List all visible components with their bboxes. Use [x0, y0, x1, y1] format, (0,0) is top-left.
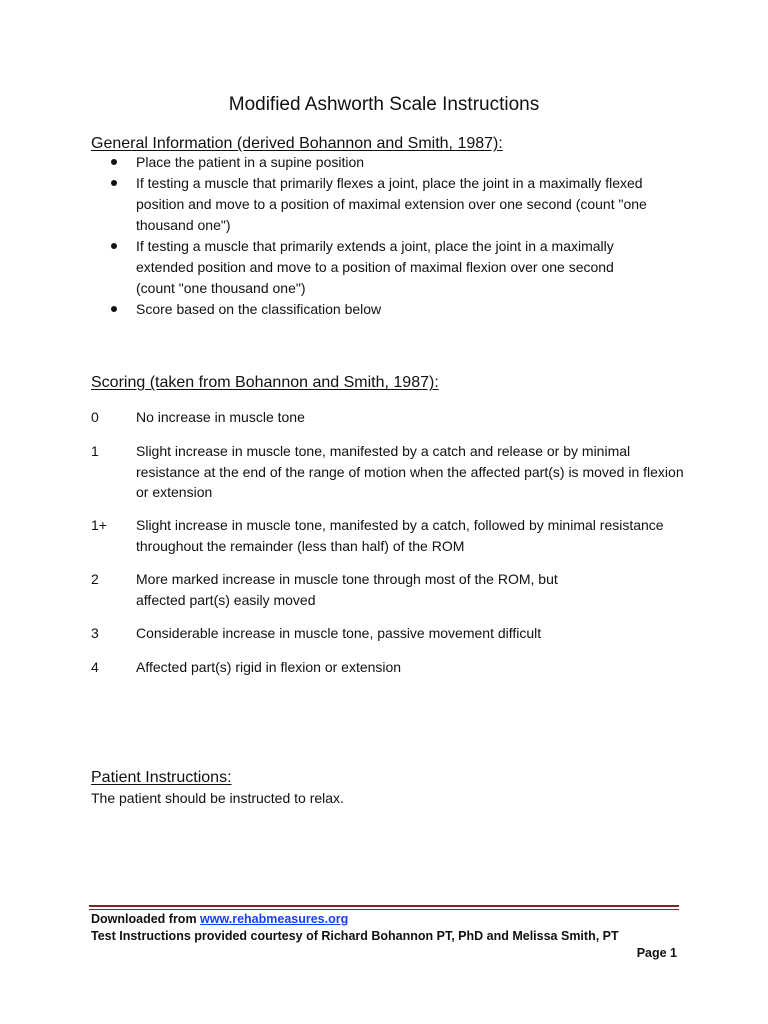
bullet-icon [111, 243, 117, 249]
bullet-icon [111, 159, 117, 165]
score-row [91, 441, 691, 503]
score-row [91, 657, 691, 678]
bullet-text: Place the patient in a supine position [136, 154, 365, 170]
score-row [91, 569, 691, 610]
list-item [91, 299, 656, 320]
patient-instructions-heading: Patient Instructions: [91, 769, 232, 786]
score-description: Slight increase in muscle tone, manifested by a catch and release or by minimal resistance at the end of the range of motion when the affected part(s) is moved in flexion or extension [136, 443, 684, 501]
score-description: More marked increase in muscle tone through most of the ROM, but affected part(s) easily moved [136, 571, 558, 608]
score-description: Affected part(s) rigid in flexion or extension [136, 659, 402, 675]
score-description: Considerable increase in muscle tone, passive movement difficult [136, 625, 542, 641]
list-item [91, 173, 656, 236]
score-value: 2 [91, 571, 99, 587]
rehabmeasures-link[interactable]: www.rehabmeasures.org [200, 912, 349, 926]
score-description: No increase in muscle tone [136, 409, 305, 425]
score-value: 3 [91, 625, 99, 641]
footer-downloaded-label: Downloaded from [91, 912, 201, 926]
general-information-heading: General Information (derived Bohannon and Smith, 1987): [91, 135, 503, 152]
page-title: Modified Ashworth Scale Instructions [228, 94, 540, 115]
footer-credit: Test Instructions provided courtesy of Richard Bohannon PT, PhD and Melissa Smith, PT [91, 929, 619, 943]
list-item [91, 152, 656, 173]
bullet-text: If testing a muscle that primarily extends a joint, place the joint in a maximally extended position and move to a position of maximal flexion over one second (count "one thousand one") [136, 238, 614, 296]
score-row [91, 407, 691, 428]
list-item [91, 236, 656, 299]
score-value: 4 [91, 659, 99, 675]
bullet-text: Score based on the classification below [136, 301, 382, 317]
score-row [91, 515, 691, 556]
score-value: 1 [91, 443, 99, 459]
footer-downloaded-line [91, 911, 677, 927]
score-row [91, 623, 691, 644]
general-information-list [91, 152, 691, 320]
footer-divider [89, 905, 679, 910]
page-number: Page 1 [636, 946, 677, 960]
patient-instructions-text: The patient should be instructed to relax. [91, 790, 344, 806]
score-value: 0 [91, 409, 99, 425]
scoring-heading: Scoring (taken from Bohannon and Smith, 1987): [91, 374, 439, 391]
bullet-icon [111, 306, 117, 312]
bullet-icon [111, 180, 117, 186]
score-description: Slight increase in muscle tone, manifested by a catch, followed by minimal resistance throughout the remainder (less than half) of the ROM [136, 517, 664, 554]
bullet-text: If testing a muscle that primarily flexes a joint, place the joint in a maximally flexed position and move to a position of maximal extension over one second (count "one thousand one") [136, 175, 647, 233]
score-value: 1+ [91, 517, 107, 533]
